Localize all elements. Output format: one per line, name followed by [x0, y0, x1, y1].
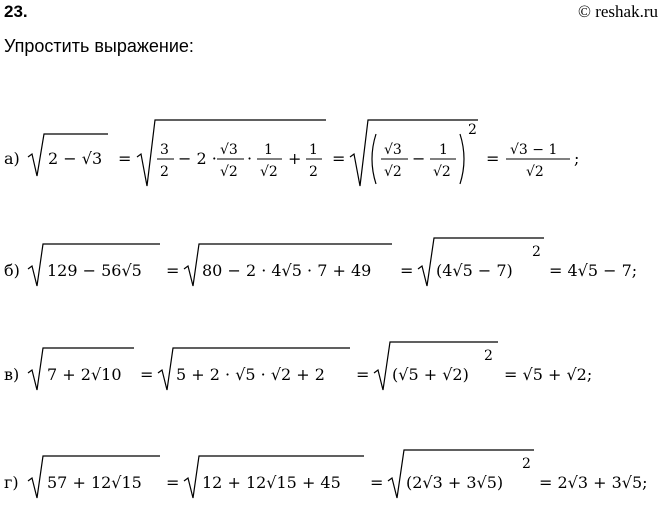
- equals-sign: =: [486, 149, 500, 168]
- equation-b: [4, 236, 668, 286]
- fraction-denominator: √2: [260, 164, 278, 180]
- fraction-numerator: 3: [160, 142, 169, 158]
- plus-sign: +: [288, 149, 302, 168]
- fraction-denominator: √2: [384, 164, 402, 180]
- equation-v-svg: [4, 340, 668, 390]
- exponent: 2: [468, 122, 477, 138]
- expression-part: − 2 ·: [178, 149, 217, 168]
- exponent: 2: [484, 348, 493, 364]
- radicand: (2√3 + 3√5): [406, 473, 504, 492]
- radicand: 57 + 12√15: [47, 473, 142, 492]
- equation-v: [4, 340, 668, 390]
- equals-sign: =: [166, 473, 180, 492]
- equals-sign: =: [356, 365, 370, 384]
- radicand: 5 + 2 · √5 · √2 + 2: [176, 365, 325, 384]
- fraction-numerator: √3 − 1: [510, 142, 558, 158]
- fraction-denominator: 2: [160, 164, 169, 180]
- fraction-numerator: 1: [309, 142, 318, 158]
- result: = 2√3 + 3√5;: [539, 473, 648, 492]
- task-statement: Упростить выражение:: [4, 36, 194, 56]
- right-paren: [460, 134, 464, 184]
- equation-b-svg: [4, 236, 668, 286]
- semicolon: ;: [574, 149, 580, 168]
- fraction-numerator: 1: [264, 142, 273, 158]
- problem-number: 23.: [4, 2, 28, 21]
- fraction-numerator: √3: [220, 142, 238, 158]
- exponent: 2: [532, 244, 541, 260]
- radicand: 129 − 56√5: [47, 261, 142, 280]
- fraction-denominator: √2: [526, 164, 544, 180]
- equals-sign: =: [332, 149, 346, 168]
- fraction-numerator: √3: [384, 142, 402, 158]
- fraction-denominator: √2: [220, 164, 238, 180]
- radicand: 7 + 2√10: [47, 365, 122, 384]
- fraction-numerator: 1: [439, 142, 448, 158]
- equation-a: [4, 110, 668, 190]
- radicand: 80 − 2 · 4√5 · 7 + 49: [202, 261, 372, 280]
- radicand: (4√5 − 7): [436, 261, 513, 280]
- fraction-denominator: 2: [309, 164, 318, 180]
- equals-sign: =: [140, 365, 154, 384]
- equals-sign: =: [400, 261, 414, 280]
- item-label: б): [4, 261, 20, 280]
- dot-operator: ·: [247, 149, 253, 168]
- equation-a-svg: [4, 110, 668, 190]
- radicand: 12 + 12√15 + 45: [202, 473, 341, 492]
- radicand: (√5 + √2): [392, 365, 469, 384]
- radicand: 2 − √3: [48, 149, 103, 168]
- left-paren: [372, 134, 376, 184]
- equals-sign: =: [370, 473, 384, 492]
- equation-g-svg: [4, 448, 668, 498]
- result: = 4√5 − 7;: [549, 261, 638, 280]
- item-label: г): [4, 473, 19, 492]
- result: = √5 + √2;: [504, 365, 593, 384]
- equals-sign: =: [118, 149, 132, 168]
- item-label: в): [4, 365, 20, 384]
- fraction-denominator: √2: [433, 164, 451, 180]
- site-watermark: © reshak.ru: [578, 2, 658, 21]
- equation-g: [4, 448, 668, 498]
- equals-sign: =: [166, 261, 180, 280]
- exponent: 2: [522, 456, 531, 472]
- item-label: а): [4, 149, 20, 168]
- minus-sign: −: [412, 149, 426, 168]
